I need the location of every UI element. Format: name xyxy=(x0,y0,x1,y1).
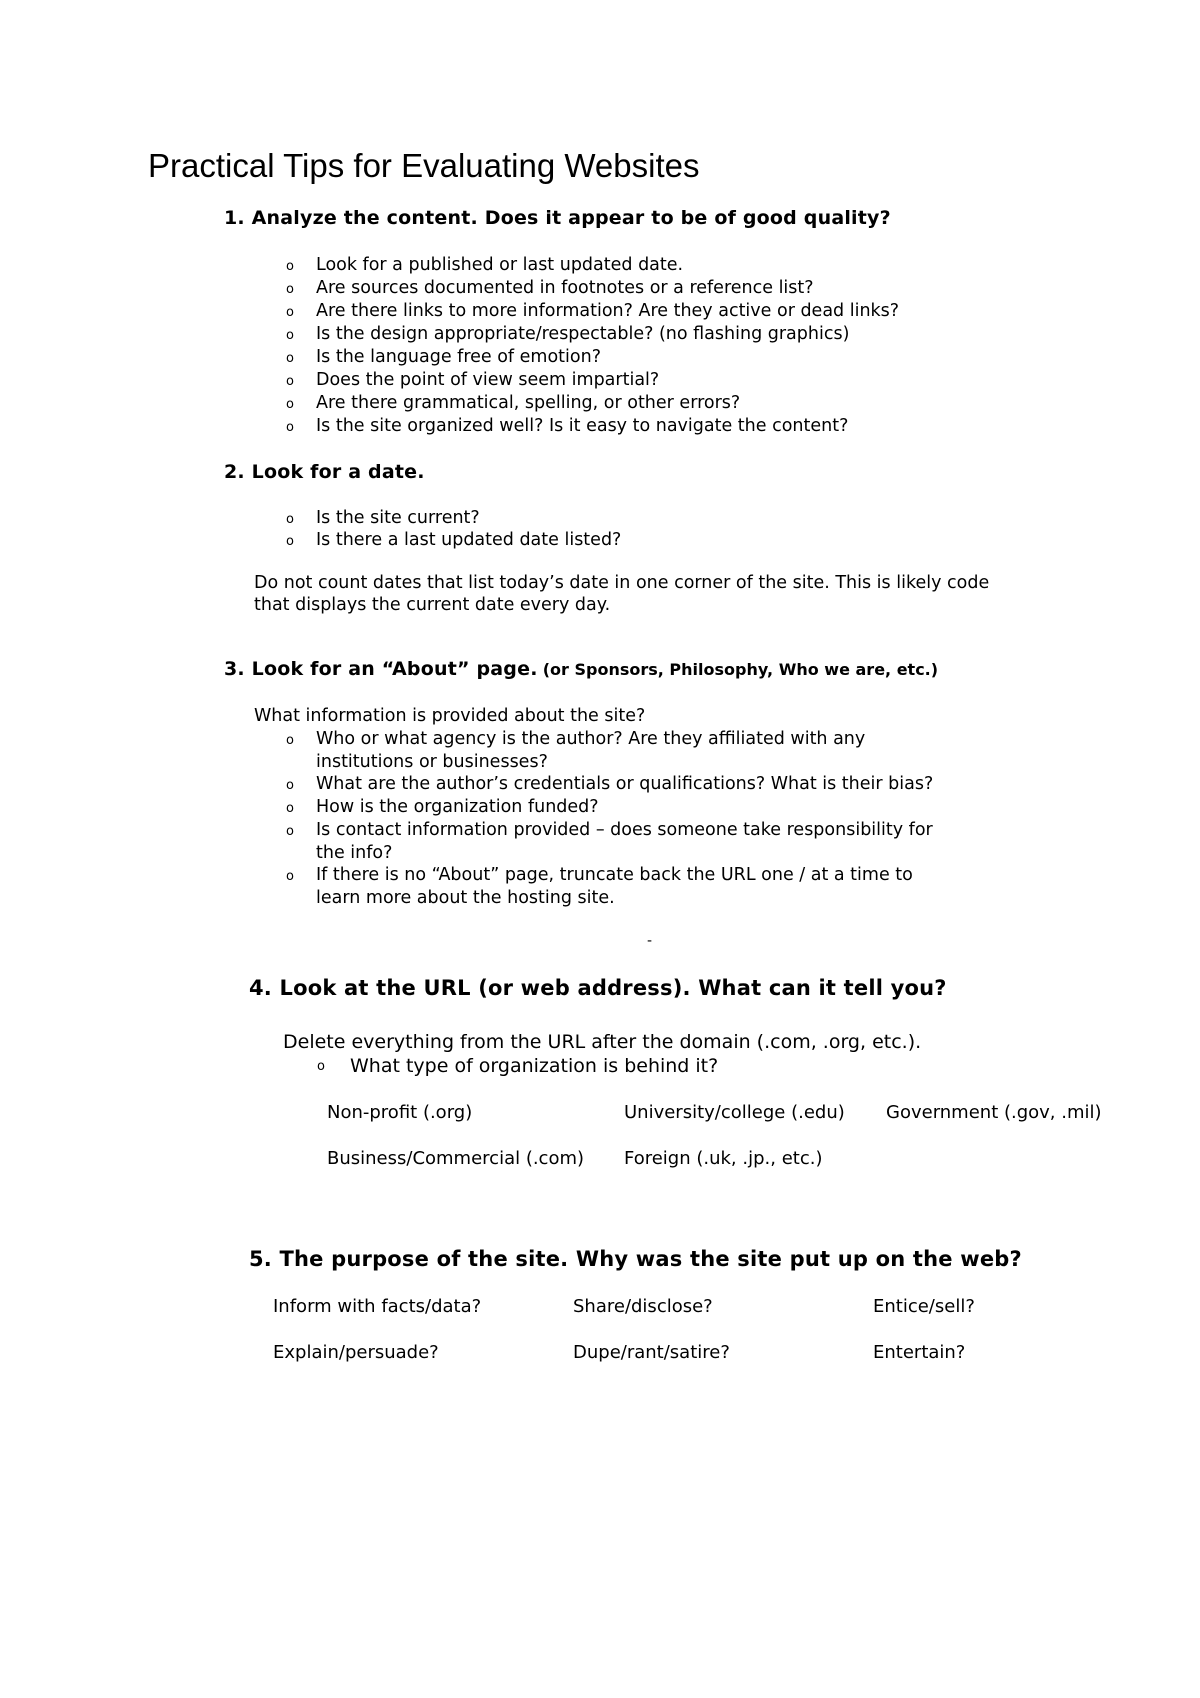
section-5-heading: 5. The purpose of the site. Why was the site put up on the web? xyxy=(249,1247,1022,1271)
list-item: Is the site current? xyxy=(316,508,480,528)
bullet-icon: o xyxy=(286,282,294,297)
purpose-inform: Inform with facts/data? xyxy=(273,1296,482,1317)
bullet-icon: o xyxy=(286,351,294,366)
url-type-university: University/college (.edu) xyxy=(624,1102,845,1123)
stray-dash: - xyxy=(647,933,653,949)
section-3-intro: What information is provided about the site? xyxy=(254,706,646,726)
bullet-icon: o xyxy=(286,374,294,389)
list-item-line: What are the author’s credentials or qualifications? What is their bias? xyxy=(316,774,934,795)
purpose-share: Share/disclose? xyxy=(573,1296,713,1317)
section-2-note-line-1: Do not count dates that list today’s date in one corner of the site. This is likely code xyxy=(254,573,990,593)
url-type-government: Government (.gov, .mil) xyxy=(886,1102,1102,1123)
section-3-heading-row xyxy=(224,658,938,680)
bullet-icon: o xyxy=(286,801,294,817)
bullet-icon: o xyxy=(286,397,294,412)
list-item: Is the design appropriate/respectable? (no flashing graphics) xyxy=(316,324,850,344)
section-3-heading: 3. Look for an “About” page. xyxy=(224,658,538,680)
list-item: Are there grammatical, spelling, or other errors? xyxy=(316,393,741,413)
bullet-icon: o xyxy=(286,259,294,274)
section-4-intro: Delete everything from the URL after the domain (.com, .org, etc.). xyxy=(283,1031,922,1053)
section-4-bullet: o xyxy=(317,1059,325,1074)
list-item-line: learn more about the hosting site. xyxy=(316,887,615,908)
bullet-icon: o xyxy=(286,733,294,748)
list-item-line: institutions or businesses? xyxy=(316,751,548,772)
bullet-icon: o xyxy=(286,778,294,794)
list-item-line: Who or what agency is the author? Are they affiliated with any xyxy=(316,729,866,749)
list-item: Is the site organized well? Is it easy to navigate the content? xyxy=(316,416,849,436)
url-type-foreign: Foreign (.uk, .jp., etc.) xyxy=(624,1148,823,1169)
list-item-line: the info? xyxy=(316,842,393,863)
section-3-heading-note: (or Sponsors, Philosophy, Who we are, etc.) xyxy=(542,660,939,679)
section-4-bullet-item: What type of organization is behind it? xyxy=(350,1055,719,1077)
list-item: Does the point of view seem impartial? xyxy=(316,370,660,390)
bullet-icon: o xyxy=(286,823,294,839)
purpose-explain: Explain/persuade? xyxy=(273,1342,439,1363)
section-4-heading: 4. Look at the URL (or web address). What can it tell you? xyxy=(249,976,947,1000)
section-1-heading: 1. Analyze the content. Does it appear to be of good quality? xyxy=(224,207,891,229)
list-item: Look for a published or last updated date. xyxy=(316,255,684,275)
section-2-heading: 2. Look for a date. xyxy=(224,461,425,483)
url-type-nonprofit: Non-profit (.org) xyxy=(327,1102,473,1123)
bullet-icon: o xyxy=(286,534,294,549)
bullet-icon: o xyxy=(286,512,294,527)
list-item-line: Is contact information provided – does someone take responsibility for xyxy=(316,819,933,840)
list-item: Is the language free of emotion? xyxy=(316,347,601,367)
bullet-icon: o xyxy=(286,328,294,343)
purpose-entice: Entice/sell? xyxy=(873,1296,975,1317)
list-item-line: How is the organization funded? xyxy=(316,797,599,818)
list-item: Is there a last updated date listed? xyxy=(316,530,622,550)
bullet-icon: o xyxy=(286,420,294,435)
list-item-line: If there is no “About” page, truncate back the URL one / at a time to xyxy=(316,865,913,886)
purpose-dupe: Dupe/rant/satire? xyxy=(573,1342,730,1363)
list-item: Are sources documented in footnotes or a reference list? xyxy=(316,278,814,298)
purpose-entertain: Entertain? xyxy=(873,1342,966,1363)
url-type-business: Business/Commercial (.com) xyxy=(327,1148,585,1169)
bullet-icon: o xyxy=(286,305,294,320)
list-item: Are there links to more information? Are they active or dead links? xyxy=(316,301,900,321)
page-title: Practical Tips for Evaluating Websites xyxy=(148,147,700,184)
bullet-icon: o xyxy=(286,869,294,885)
section-2-note-line-2: that displays the current date every day. xyxy=(254,595,611,615)
